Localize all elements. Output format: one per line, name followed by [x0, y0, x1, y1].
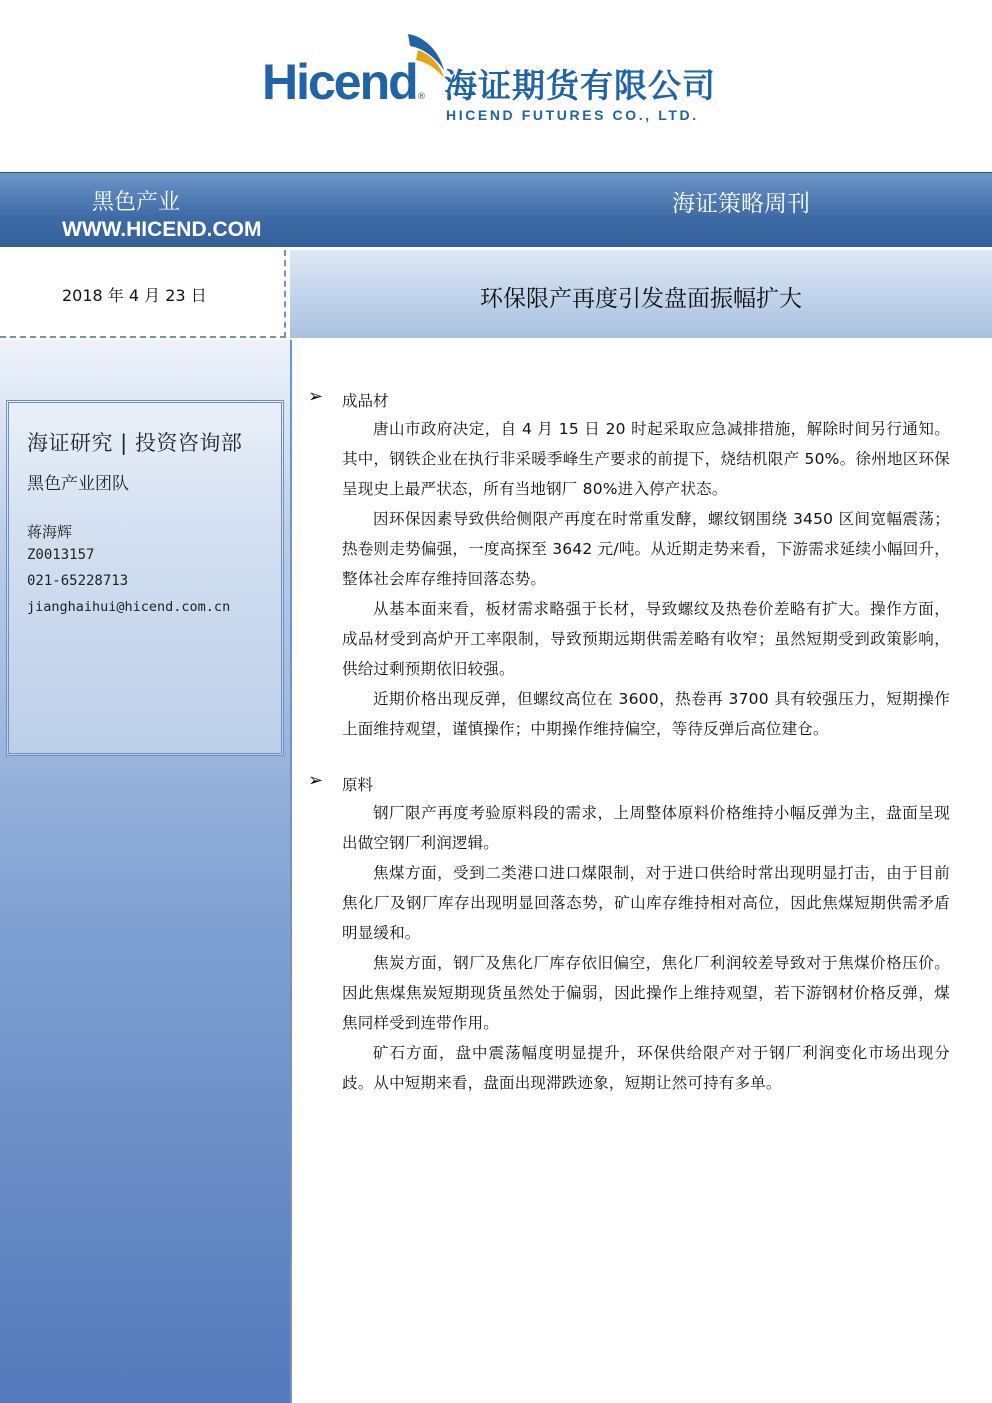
section-heading — [308, 768, 952, 798]
paragraph: 焦炭方面，钢厂及焦化厂库存依旧偏空，焦化厂利润较差导致对于焦煤价格压价。因此焦煤焦炭短期现货虽然处于偏弱，因此操作上维持观望，若下游钢材价格反弹，煤焦同样受到连带作用。 — [342, 954, 950, 1032]
section-title: 成品材 — [342, 392, 389, 410]
team-name: 黑色产业团队 — [27, 474, 129, 494]
arrow-bullet-icon: ➢ — [308, 386, 324, 407]
company-logo — [0, 0, 992, 172]
logo-company-name-en: HICEND FUTURES CO., LTD. — [446, 107, 699, 123]
logo-brand-wordmark: Hicend — [262, 54, 417, 110]
header-banner — [0, 172, 992, 247]
author-phone: 021-65228713 — [27, 573, 129, 589]
website-url: WWW.HICEND.COM — [62, 218, 262, 241]
paragraph: 钢厂限产再度考验原料段的需求，上周整体原料价格维持小幅反弹为主，盘面呈现出做空钢厂利润逻辑。 — [342, 804, 950, 852]
paragraph: 近期价格出现反弹，但螺纹高位在 3600，热卷再 3700 具有较强压力，短期操作上面维持观望，谨慎操作；中期操作维持偏空，等待反弹后高位建仓。 — [342, 690, 950, 738]
publication-name: 海证策略周刊 — [672, 191, 810, 217]
author-name: 蒋海辉 — [27, 523, 73, 541]
paragraph: 唐山市政府决定，自 4 月 15 日 20 时起采取应急减排措施，解除时间另行通知。其中，钢铁企业在执行非采暖季峰生产要求的前提下，烧结机限产 50%。徐州地区环保呈现史上最严状态，所有当地钢厂 80%进入停产状态。 — [342, 420, 950, 498]
report-body — [308, 384, 952, 1122]
title-box — [290, 250, 992, 338]
arrow-bullet-icon: ➢ — [308, 770, 324, 791]
industry-label: 黑色产业 — [92, 190, 181, 215]
paragraph: 焦煤方面，受到二类港口进口煤限制，对于进口供给时常出现明显打击，由于目前焦化厂及钢厂库存出现明显回落态势，矿山库存维持相对高位，因此焦煤短期供需矛盾明显缓和。 — [342, 864, 950, 942]
report-title: 环保限产再度引发盘面振幅扩大 — [480, 286, 802, 312]
logo-company-name-cn: 海证期货有限公司 — [444, 66, 716, 105]
department-name: 海证研究 | 投资咨询部 — [27, 431, 243, 455]
report-date: 2018 年 4 月 23 日 — [62, 286, 207, 305]
paragraph: 矿石方面，盘中震荡幅度明显提升，环保供给限产对于钢厂利润变化市场出现分歧。从中短期来看，盘面出现滞跌迹象，短期让然可持有多单。 — [342, 1044, 950, 1092]
sidebar-divider — [290, 340, 292, 1403]
author-email: jianghaihui@hicend.com.cn — [27, 599, 231, 615]
author-info-box — [6, 400, 284, 756]
date-box — [0, 250, 286, 338]
section-heading — [308, 384, 952, 414]
section-finished-steel — [308, 384, 952, 744]
registered-mark-icon: ® — [417, 92, 426, 102]
section-raw-materials — [308, 768, 952, 1098]
section-title: 原料 — [342, 776, 374, 794]
paragraph: 因环保因素导致供给侧限产再度在时常重发酵，螺纹钢围绕 3450 区间宽幅震荡；热卷则走势偏强，一度高探至 3642 元/吨。从近期走势来看，下游需求延续小幅回升，整体社会库存维持回落态势。 — [342, 510, 950, 588]
paragraph: 从基本面来看，板材需求略强于长材，导致螺纹及热卷价差略有扩大。操作方面，成品材受到高炉开工率限制，导致预期远期供需差略有收窄；虽然短期受到政策影响，供给过剩预期依旧较强。 — [342, 600, 950, 678]
author-license: Z0013157 — [27, 547, 95, 563]
